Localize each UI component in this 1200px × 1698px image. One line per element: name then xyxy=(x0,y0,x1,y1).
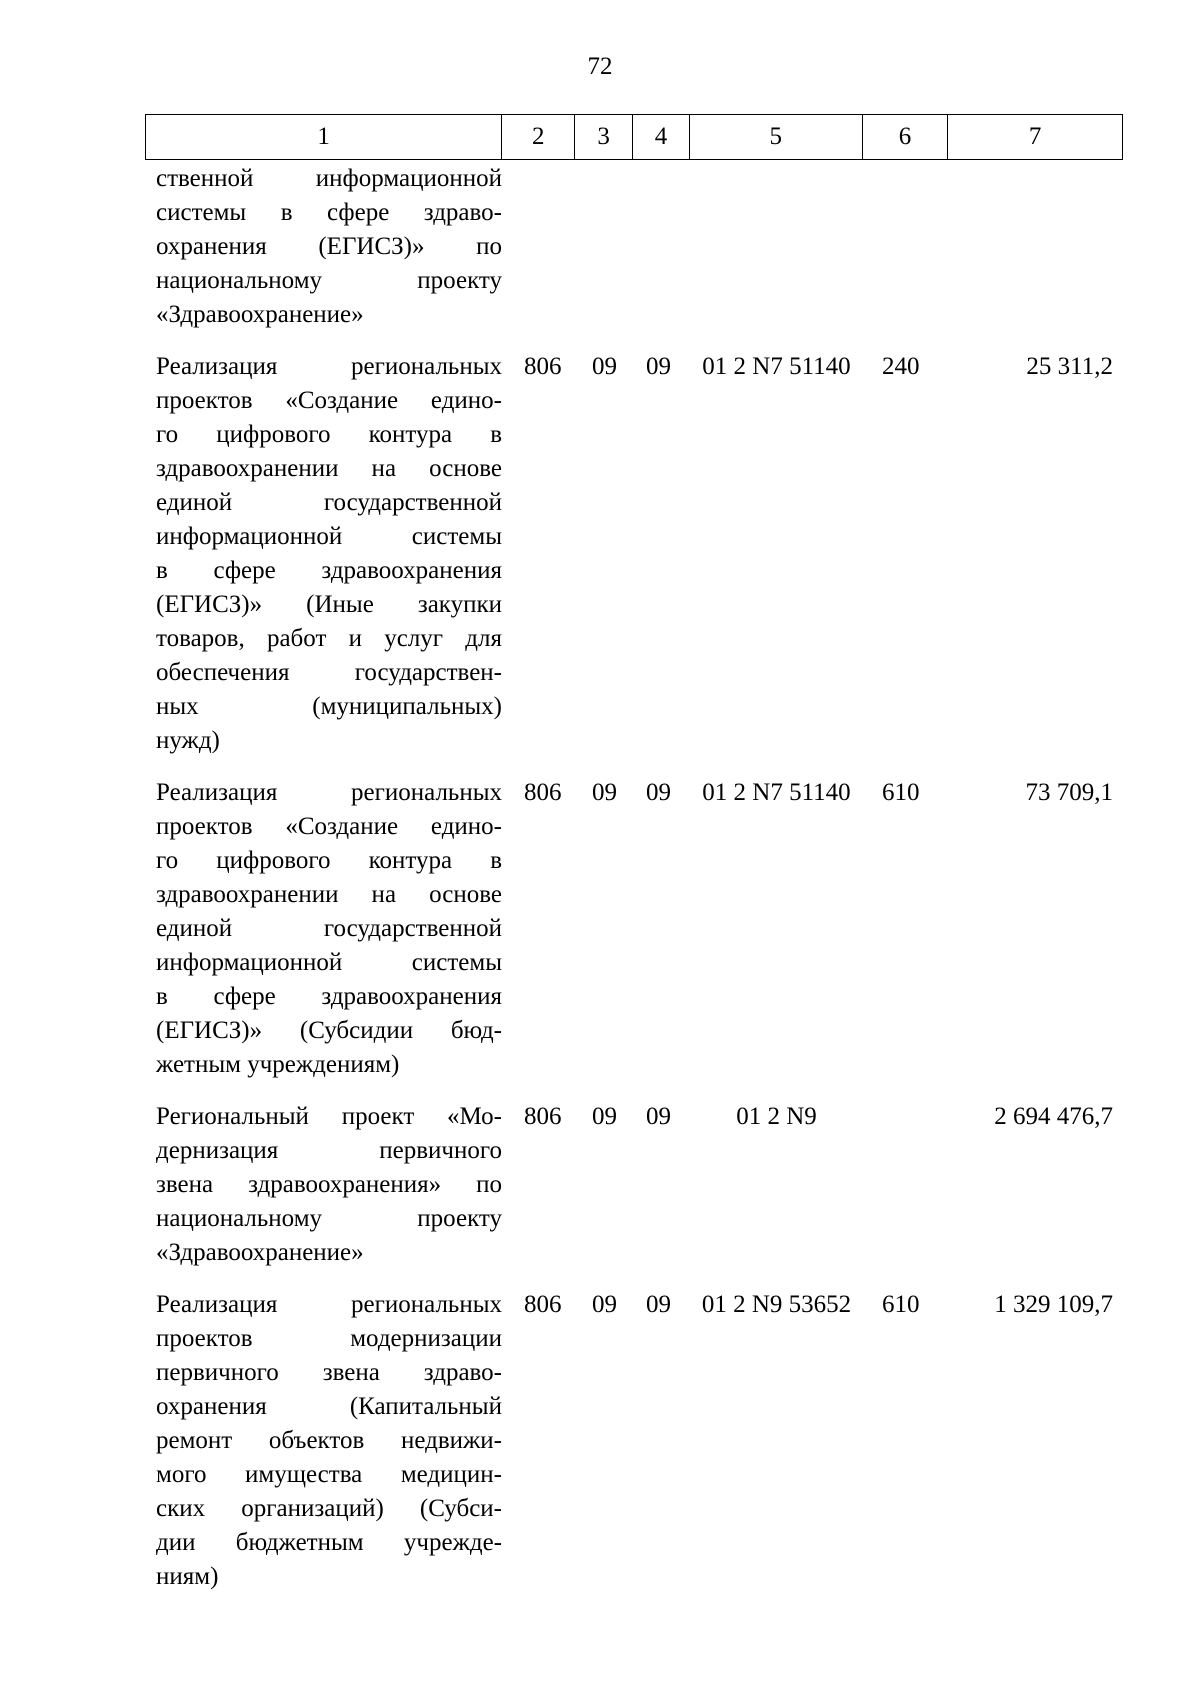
description-line: ниям) xyxy=(156,1563,219,1590)
cell-col-6 xyxy=(863,1100,949,1270)
cell-col-7 xyxy=(949,162,1123,332)
description-line: единой государственной xyxy=(156,489,502,516)
cell-col-6: 610 xyxy=(882,1291,920,1318)
cell-col-3: 09 xyxy=(592,1103,617,1130)
cell-col-6: 240 xyxy=(882,353,920,380)
description-line: в сфере здравоохранения xyxy=(156,983,502,1010)
cell-col-2 xyxy=(502,162,575,332)
description-line: ских организаций) (Субси- xyxy=(156,1495,502,1522)
cell-col-7: 2 694 476,7 xyxy=(994,1103,1113,1130)
cell-col-7: 73 709,1 xyxy=(1025,779,1113,806)
cell-col-5 xyxy=(690,162,863,332)
cell-col-4: 09 xyxy=(646,353,671,380)
description-line: дернизация первичного xyxy=(156,1137,502,1164)
header-col-3: 3 xyxy=(575,115,633,159)
description-line: ственной информационной xyxy=(156,165,502,192)
cell-col-2: 806 xyxy=(524,779,562,806)
description-line: «Здравоохранение» xyxy=(156,1239,364,1266)
cell-col-2: 806 xyxy=(524,353,562,380)
row-description xyxy=(145,1288,502,1594)
description-line: проектов «Создание едино- xyxy=(156,813,502,840)
description-line: жетным учреждениям) xyxy=(156,1051,400,1078)
cell-col-5: 01 2 N7 51140 xyxy=(702,353,851,380)
header-col-7: 7 xyxy=(1028,123,1042,150)
cell-col-3 xyxy=(575,162,633,332)
cell-col-2: 806 xyxy=(524,1291,562,1318)
description-line: национальному проекту xyxy=(156,1205,502,1232)
description-line: проектов «Создание едино- xyxy=(156,387,502,414)
description-line: в сфере здравоохранения xyxy=(156,557,502,584)
description-line: ных (муниципальных) xyxy=(156,693,502,720)
header-col-4: 4 xyxy=(633,115,690,159)
description-line: (ЕГИСЗ)» (Иные закупки xyxy=(156,591,502,618)
header-col-5: 5 xyxy=(690,115,863,159)
table-row xyxy=(145,162,1123,332)
description-line: «Здравоохранение» xyxy=(156,301,364,328)
description-line: мого имущества медицин- xyxy=(156,1461,502,1488)
description-line: товаров, работ и услуг для xyxy=(156,625,502,652)
description-line: первичного звена здраво- xyxy=(156,1359,502,1386)
description-line: охранения (Капитальный xyxy=(156,1393,502,1420)
cell-col-4: 09 xyxy=(646,1291,671,1318)
description-line: национальному проекту xyxy=(156,267,502,294)
row-description xyxy=(145,350,502,758)
row-description xyxy=(145,1100,502,1270)
description-line: системы в сфере здраво- xyxy=(156,199,502,226)
header-col-1: 1 xyxy=(146,115,502,159)
description-line: Реализация региональных xyxy=(156,779,502,806)
cell-col-5: 01 2 N9 xyxy=(736,1103,817,1130)
description-line: здравоохранении на основе xyxy=(156,455,502,482)
description-line: ремонт объектов недвижи- xyxy=(156,1427,502,1454)
description-line: нужд) xyxy=(156,727,220,754)
description-line: обеспечения государствен- xyxy=(156,659,502,686)
description-line: звена здравоохранения» по xyxy=(156,1171,502,1198)
description-line: Реализация региональных xyxy=(156,353,502,380)
description-line: проектов модернизации xyxy=(156,1325,502,1352)
cell-col-7: 1 329 109,7 xyxy=(994,1291,1113,1318)
description-line: го цифрового контура в xyxy=(156,847,502,874)
table-row xyxy=(145,1288,1123,1594)
table-row xyxy=(145,350,1123,758)
description-line: информационной системы xyxy=(156,523,502,550)
cell-col-2: 806 xyxy=(524,1103,562,1130)
page-number: 72 xyxy=(587,53,613,80)
header-col-6: 6 xyxy=(863,115,949,159)
cell-col-4: 09 xyxy=(646,1103,671,1130)
cell-col-4 xyxy=(633,162,690,332)
description-line: го цифрового контура в xyxy=(156,421,502,448)
table-body xyxy=(145,160,1123,1594)
description-line: информационной системы xyxy=(156,949,502,976)
cell-col-7: 25 311,2 xyxy=(1026,353,1113,380)
cell-col-3: 09 xyxy=(592,353,617,380)
cell-col-6 xyxy=(863,162,949,332)
description-line: Реализация региональных xyxy=(156,1291,502,1318)
table-row xyxy=(145,776,1123,1082)
cell-col-3: 09 xyxy=(592,1291,617,1318)
description-line: здравоохранении на основе xyxy=(156,881,502,908)
cell-col-4: 09 xyxy=(646,779,671,806)
description-line: охранения (ЕГИСЗ)» по xyxy=(156,233,502,260)
description-line: (ЕГИСЗ)» (Субсидии бюд- xyxy=(156,1017,502,1044)
description-line: дии бюджетным учрежде- xyxy=(156,1529,502,1556)
cell-col-5: 01 2 N7 51140 xyxy=(702,779,851,806)
table-row xyxy=(145,1100,1123,1270)
cell-col-6: 610 xyxy=(882,779,920,806)
header-col-2: 2 xyxy=(502,115,575,159)
table-header xyxy=(145,114,1123,160)
description-line: Региональный проект «Мо- xyxy=(156,1103,502,1130)
cell-col-3: 09 xyxy=(592,779,617,806)
row-description xyxy=(145,162,502,332)
description-line: единой государственной xyxy=(156,915,502,942)
row-description xyxy=(145,776,502,1082)
cell-col-5: 01 2 N9 53652 xyxy=(701,1291,852,1318)
